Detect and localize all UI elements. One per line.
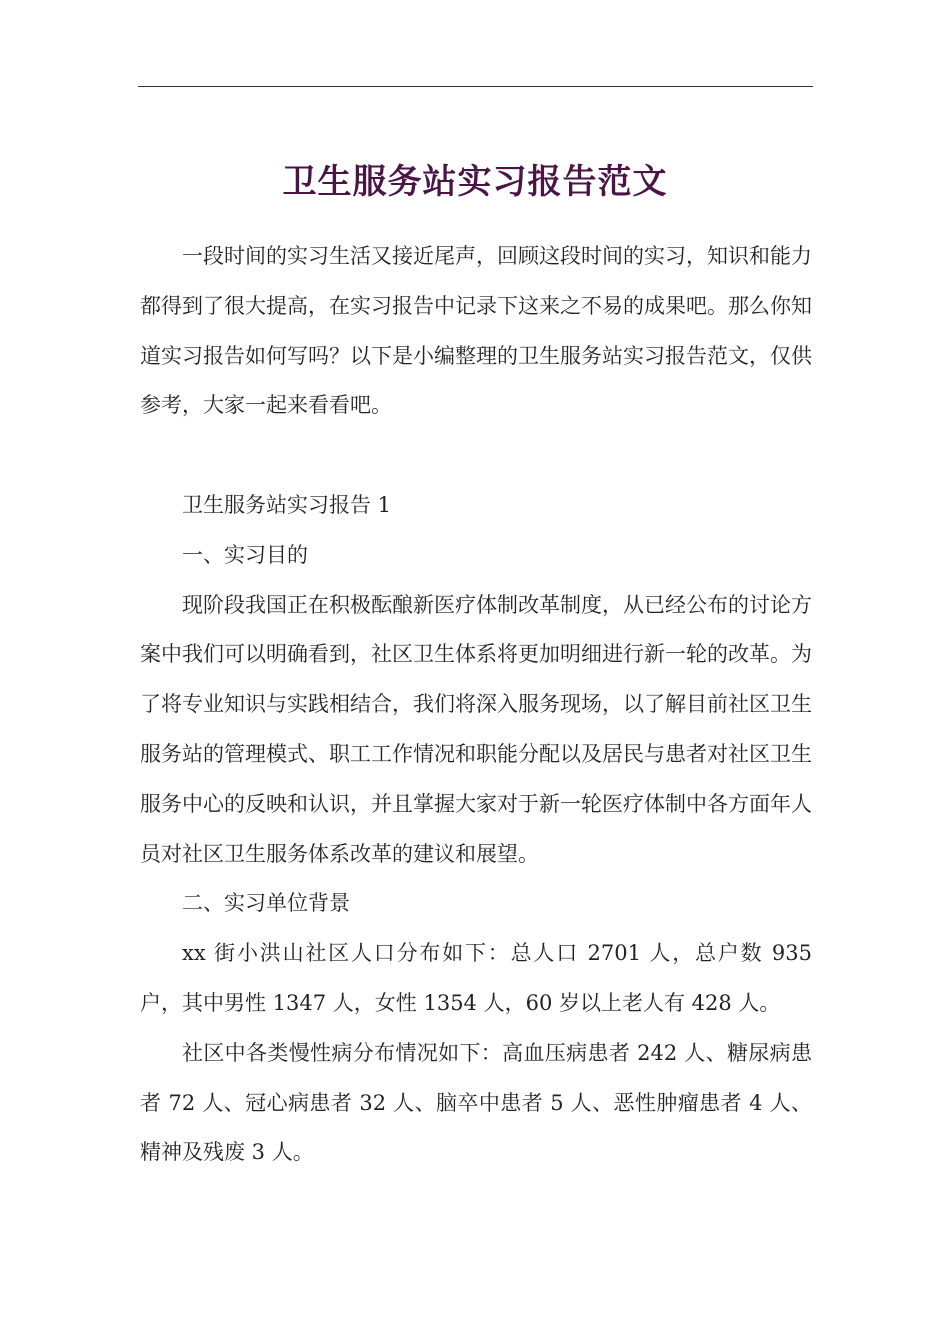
document-body: [140, 232, 812, 1178]
disease-paragraph: 社区中各类慢性病分布情况如下：高血压病患者 242 人、糖尿病患者 72 人、冠心病患者 32 人、脑卒中患者 5 人、恶性肿瘤患者 4 人、精神及残废 3 人。: [140, 1040, 812, 1165]
intro-paragraph: 一段时间的实习生活又接近尾声，回顾这段时间的实习，知识和能力都得到了很大提高，在实习报告中记录下这来之不易的成果吧。那么你知道实习报告如何写吗？以下是小编整理的卫生服务站实习报告范文，仅供参考，大家一起来看看吧。: [140, 244, 812, 418]
section-heading-background: 二、实习单位背景: [182, 891, 350, 916]
population-paragraph: xx 街小洪山社区人口分布如下：总人口 2701 人，总户数 935 户，其中男性 1347 人，女性 1354 人，60 岁以上老人有 428 人。: [140, 941, 812, 1015]
header-rule: [138, 86, 813, 87]
report-heading: 卫生服务站实习报告 1: [182, 492, 392, 517]
document-title: 卫生服务站实习报告范文: [282, 161, 668, 202]
purpose-paragraph: 现阶段我国正在积极酝酿新医疗体制改革制度，从已经公布的讨论方案中我们可以明确看到，社区卫生体系将更加明细进行新一轮的改革。为了将专业知识与实践相结合，我们将深入服务现场，以了解目前社区卫生服务站的管理模式、职工工作情况和职能分配以及居民与患者对社区卫生服务中心的反映和认识，并且掌握大家对于新一轮医疗体制中各方面年人员对社区卫生服务体系改革的建议和展望。: [140, 592, 812, 866]
section-heading-purpose: 一、实习目的: [182, 542, 308, 567]
